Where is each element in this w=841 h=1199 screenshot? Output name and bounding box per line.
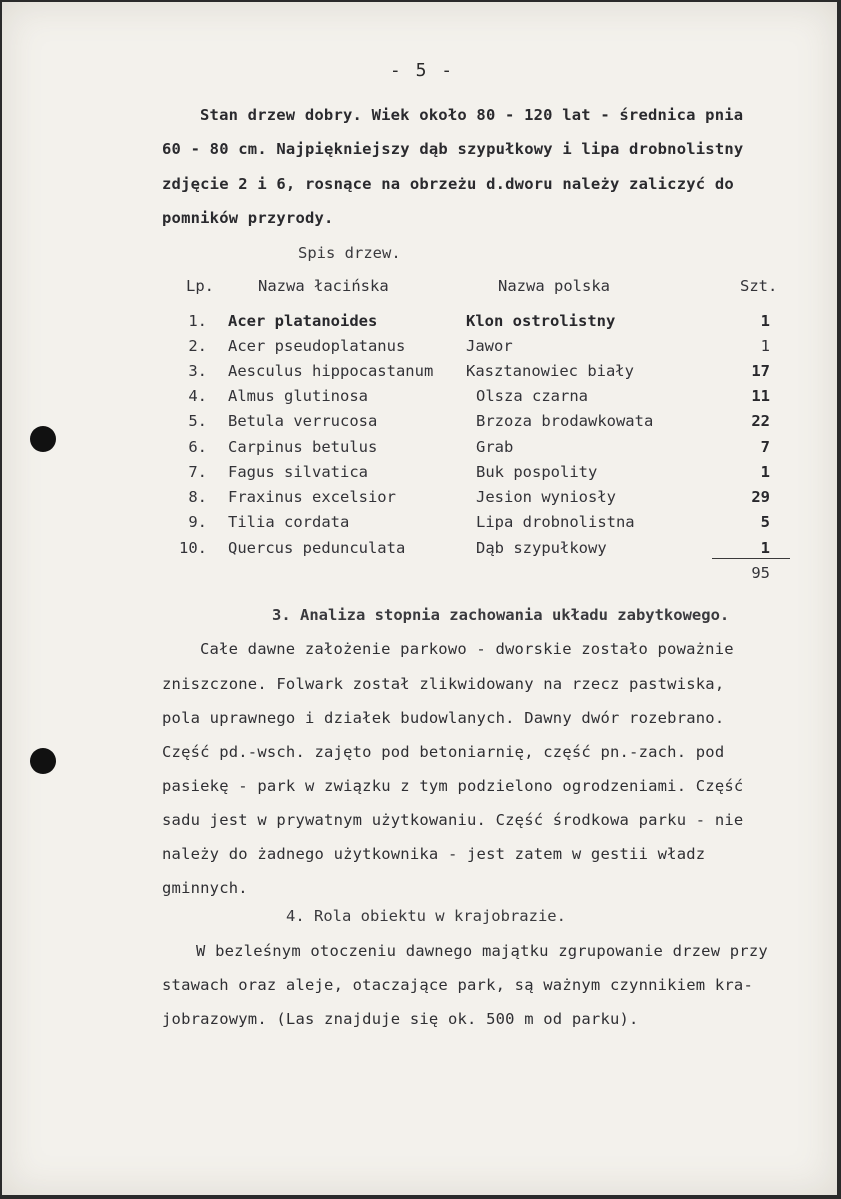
header-polish: Nazwa polska xyxy=(498,277,610,295)
section4-line: W bezleśnym otoczeniu dawnego majątku zgrupowanie drzew przy xyxy=(196,942,768,960)
row-latin: Almus glutinosa xyxy=(228,387,368,405)
row-count: 1 xyxy=(760,312,770,330)
row-lp: 1. xyxy=(188,312,207,330)
section4-heading: 4. Rola obiektu w krajobrazie. xyxy=(286,907,566,925)
row-latin: Acer pseudoplatanus xyxy=(228,337,406,355)
row-polish: Dąb szypułkowy xyxy=(476,539,607,557)
section3-line: Część pd.-wsch. zajęto pod betoniarnię, część pn.-zach. pod xyxy=(162,743,725,761)
row-polish: Buk pospolity xyxy=(476,463,598,481)
row-polish: Olsza czarna xyxy=(476,387,588,405)
row-latin: Fraxinus excelsior xyxy=(228,488,396,506)
section3-line: pola uprawnego i działek budowlanych. Dawny dwór rozebrano. xyxy=(162,709,725,727)
section3-line: zniszczone. Folwark został zlikwidowany na rzecz pastwiska, xyxy=(162,675,725,693)
row-count: 22 xyxy=(751,412,770,430)
section4-line: stawach oraz aleje, otaczające park, są ważnym czynnikiem kra- xyxy=(162,976,753,994)
row-latin: Carpinus betulus xyxy=(228,438,378,456)
intro-line-2: 60 - 80 cm. Najpiękniejszy dąb szypułkowy i lipa drobnolistny xyxy=(162,140,744,158)
intro-line-1: Stan drzew dobry. Wiek około 80 - 120 lat - średnica pnia xyxy=(200,106,744,124)
table-total: 95 xyxy=(751,564,770,582)
header-lp: Lp. xyxy=(186,277,214,295)
row-lp: 6. xyxy=(188,438,207,456)
section3-line: sadu jest w prywatnym użytkowaniu. Część środkowa parku - nie xyxy=(162,811,744,829)
row-count: 1 xyxy=(760,539,770,557)
row-polish: Brzoza brodawkowata xyxy=(476,412,654,430)
row-lp: 5. xyxy=(188,412,207,430)
row-latin: Aesculus hippocastanum xyxy=(228,362,434,380)
punch-hole-top xyxy=(30,426,56,452)
intro-line-4: pomników przyrody. xyxy=(162,209,334,227)
section3-heading: 3. Analiza stopnia zachowania układu zabytkowego. xyxy=(272,606,730,624)
row-latin: Quercus pedunculata xyxy=(228,539,406,557)
row-polish: Grab xyxy=(476,438,514,456)
row-lp: 9. xyxy=(188,513,207,531)
sum-underline xyxy=(712,558,790,559)
row-lp: 2. xyxy=(188,337,207,355)
row-count: 1 xyxy=(760,337,770,355)
row-lp: 10. xyxy=(179,539,207,557)
header-latin: Nazwa łacińska xyxy=(258,277,389,295)
section3-line: Całe dawne założenie parkowo - dworskie zostało poważnie xyxy=(200,640,734,658)
section3-line: pasiekę - park w związku z tym podzielono ogrodzeniami. Część xyxy=(162,777,744,795)
row-count: 1 xyxy=(760,463,770,481)
punch-hole-bottom xyxy=(30,748,56,774)
row-count: 5 xyxy=(760,513,770,531)
section3-line: gminnych. xyxy=(162,879,248,897)
row-lp: 3. xyxy=(188,362,207,380)
row-count: 11 xyxy=(751,387,770,405)
row-polish: Lipa drobnolistna xyxy=(476,513,635,531)
intro-line-3: zdjęcie 2 i 6, rosnące na obrzeżu d.dworu należy zaliczyć do xyxy=(162,175,734,193)
row-latin: Tilia cordata xyxy=(228,513,350,531)
section3-line: należy do żadnego użytkownika - jest zatem w gestii władz xyxy=(162,845,706,863)
row-count: 17 xyxy=(751,362,770,380)
row-count: 29 xyxy=(751,488,770,506)
row-latin: Betula verrucosa xyxy=(228,412,378,430)
row-latin: Fagus silvatica xyxy=(228,463,368,481)
document-page xyxy=(2,2,837,1195)
row-polish: Jesion wyniosły xyxy=(476,488,616,506)
page-number: - 5 - xyxy=(389,60,455,81)
header-count: Szt. xyxy=(740,277,778,295)
row-polish: Jawor xyxy=(466,337,513,355)
row-lp: 8. xyxy=(188,488,207,506)
row-lp: 4. xyxy=(188,387,207,405)
row-lp: 7. xyxy=(188,463,207,481)
table-title: Spis drzew. xyxy=(298,244,401,262)
row-polish: Kasztanowiec biały xyxy=(466,362,634,380)
row-polish: Klon ostrolistny xyxy=(466,312,616,330)
row-latin: Acer platanoides xyxy=(228,312,378,330)
row-count: 7 xyxy=(760,438,770,456)
section4-line: jobrazowym. (Las znajduje się ok. 500 m od parku). xyxy=(162,1010,639,1028)
